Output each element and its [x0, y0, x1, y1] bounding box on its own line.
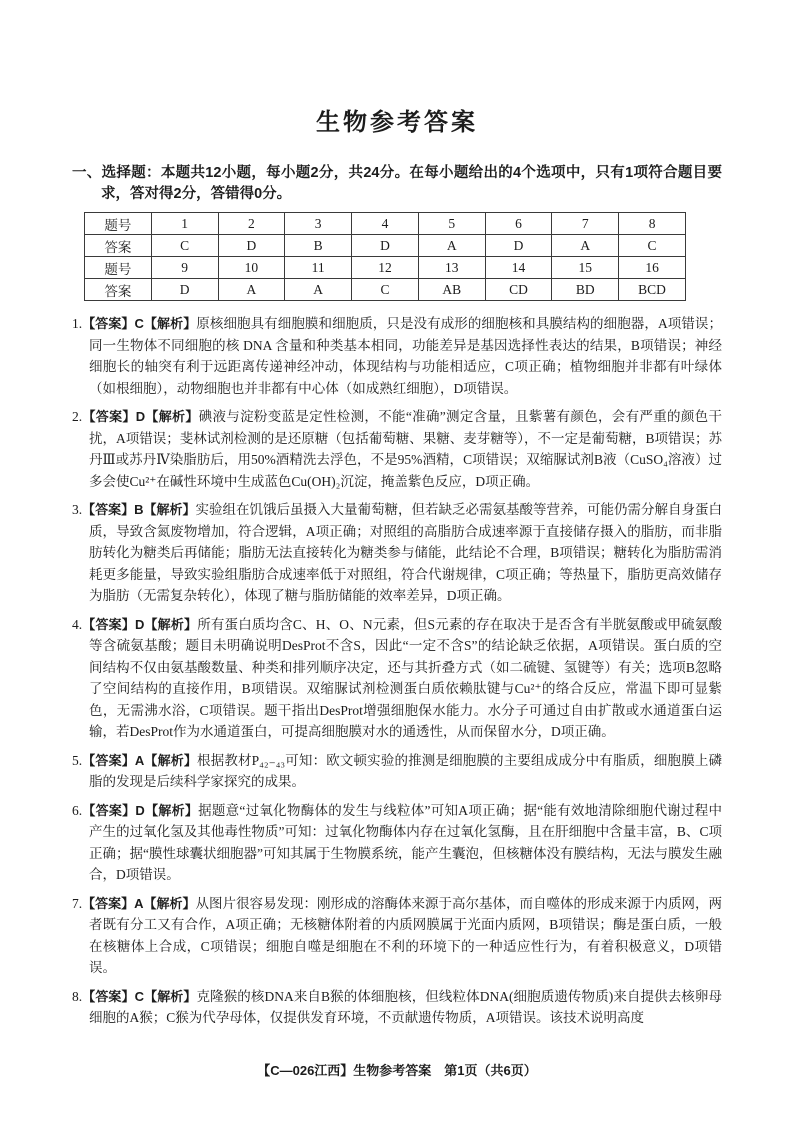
page-title: 生物参考答案	[316, 109, 478, 136]
table-cell: 15	[552, 257, 619, 279]
table-cell: A	[552, 235, 619, 257]
explanation-item-5	[72, 750, 722, 793]
explanation-body: 实验组在饥饿后虽摄入大量葡萄糖，但若缺乏必需氨基酸等营养，可能仍需分解自身蛋白质，导致含氮废物增加，符合逻辑，A项正确；对照组的高脂肪合成速率源于直接储存摄入的脂肪，而非脂肪转化为糖类后再储能；脂肪无法直接转化为糖类参与储能，此结论不合理，B项错误；糖转化为脂肪需消耗更多能量，导致实验组脂肪合成速率低于对照组，符合代谢规律，C项正确；等热量下，脂肪更高效储存为脂肪（无需复杂转化），体现了糖与脂肪储能的效率差异，D项正确。	[89, 502, 723, 603]
table-cell: 1	[151, 213, 218, 235]
table-cell: D	[218, 235, 285, 257]
explanation-answer-label: 【答案】D【解析】	[82, 616, 198, 632]
explanation-body: 根据教材P₄₂₋₄₃可知：欧文顿实验的推测是细胞膜的主要组成成分中有脂质，细胞膜上磷脂的发现是后续科学家探究的成果。	[89, 752, 722, 789]
table-cell: 答案	[85, 279, 152, 301]
explanation-number: 3.	[72, 502, 83, 517]
table-cell: 题号	[85, 213, 152, 235]
explanation-body: 克隆猴的核DNA来自B猴的体细胞核，但线粒体DNA(细胞质遗传物质)来自提供去核卵母细胞的A猴；C猴为代孕母体，仅提供发育环境，不贡献遗传物质，A项错误。该技术说明高度	[89, 988, 722, 1025]
explanation-body: 碘液与淀粉变蓝是定性检测，不能“准确”测定含量，且紫薯有颜色，会有严重的颜色干扰，A项错误；斐林试剂检测的是还原糖（包括葡萄糖、果糖、麦芽糖等），不一定是葡萄糖，B项错误；苏丹Ⅲ或苏丹Ⅳ染脂肪后，用50%酒精洗去浮色，不是95%酒精，C项错误；双缩脲试剂B液（CuSO₄溶液）过多会使Cu²⁺在碱性环境中生成蓝色Cu(OH)₂沉淀，掩盖紫色反应，D项正确。	[89, 409, 723, 489]
table-cell: C	[151, 235, 218, 257]
table-cell: 13	[418, 257, 485, 279]
section-heading: 一、选择题：本题共12小题，每小题2分，共24分。在每小题给出的4个选项中，只有1项符合题目要求，答对得2分，答错得0分。	[72, 165, 722, 202]
explanations-list	[72, 313, 722, 1029]
explanation-answer-label: 【答案】A【解析】	[82, 752, 198, 768]
table-cell: 8	[619, 213, 686, 235]
table-cell: D	[352, 235, 419, 257]
table-cell: 12	[352, 257, 419, 279]
table-cell: D	[151, 279, 218, 301]
table-cell: 2	[218, 213, 285, 235]
table-cell: 4	[352, 213, 419, 235]
table-cell: 14	[485, 257, 552, 279]
page-footer: 【C—026江西】生物参考答案 第1页（共6页）	[257, 1063, 537, 1078]
table-cell: C	[352, 279, 419, 301]
explanation-number: 2.	[72, 409, 83, 424]
explanation-item-3	[72, 499, 722, 607]
explanation-item-2	[72, 406, 722, 492]
table-cell: CD	[485, 279, 552, 301]
explanation-item-8	[72, 986, 722, 1029]
explanation-answer-label: 【答案】C【解析】	[82, 988, 197, 1004]
explanation-item-7	[72, 893, 722, 979]
explanation-number: 4.	[72, 616, 83, 632]
table-cell: 5	[418, 213, 485, 235]
explanation-item-4	[72, 614, 722, 743]
table-row	[85, 213, 686, 235]
table-row	[85, 279, 686, 301]
table-cell: 10	[218, 257, 285, 279]
explanation-number: 5.	[72, 752, 83, 768]
explanation-answer-label: 【答案】B【解析】	[82, 502, 196, 517]
table-cell: 题号	[85, 257, 152, 279]
table-cell: 3	[285, 213, 352, 235]
explanation-body: 所有蛋白质均含C、H、O、N元素，但S元素的存在取决于是否含有半胱氨酸或甲硫氨酸等含硫氨基酸；题目未明确说明DesProt不含S，因此“一定不含S”的结论缺乏依据，A项错误。蛋白质的空间结构不仅由氨基酸数量、种类和排列顺序决定，还与其折叠方式（如二硫键、氢键等）有关；选项B忽略了空间结构的直接作用，B项错误。双缩脲试剂检测蛋白质依赖肽键与Cu²⁺的络合反应，常温下即可显紫色，无需沸水浴，C项错误。题干指出DesProt增强细胞保水能力。水分子可通过自由扩散或水通道蛋白运输，若DesProt作为水通道蛋白，可提高细胞膜对水的通透性，从而保留水分，D项正确。	[89, 616, 723, 739]
explanation-answer-label: 【答案】A【解析】	[82, 895, 196, 911]
explanation-answer-label: 【答案】D【解析】	[82, 802, 199, 818]
table-cell: 答案	[85, 235, 152, 257]
table-cell: 16	[619, 257, 686, 279]
table-row	[85, 257, 686, 279]
explanation-number: 6.	[72, 802, 83, 818]
explanation-number: 7.	[72, 895, 83, 911]
table-cell: A	[285, 279, 352, 301]
table-cell: A	[418, 235, 485, 257]
explanation-number: 1.	[72, 316, 83, 331]
table-cell: 11	[285, 257, 352, 279]
table-cell: C	[619, 235, 686, 257]
table-row	[85, 235, 686, 257]
explanation-answer-label: 【答案】C【解析】	[82, 316, 197, 331]
table-cell: 9	[151, 257, 218, 279]
table-cell: 6	[485, 213, 552, 235]
table-cell: AB	[418, 279, 485, 301]
explanation-number: 8.	[72, 988, 83, 1004]
explanation-body: 从图片很容易发现：刚形成的溶酶体来源于高尔基体，而自噬体的形成来源于内质网，两者既有分工又有合作，A项正确；无核糖体附着的内质网膜属于光面内质网，B项错误；酶是蛋白质，一般在核糖体上合成，C项错误；细胞自噬是细胞在不利的环境下的一种适应性行为，有着积极意义，D项错误。	[89, 895, 723, 975]
explanation-body: 据题意“过氧化物酶体的发生与线粒体”可知A项正确；据“能有效地清除细胞代谢过程中产生的过氧化氢及其他毒性物质”可知：过氧化物酶体内存在过氧化氢酶，且在肝细胞中含量丰富，B、C项正确；据“膜性球囊状细胞器”可知其属于生物膜系统，能产生囊泡，但核糖体没有膜结构，无法与膜发生融合，D项错误。	[89, 802, 722, 882]
table-cell: A	[218, 279, 285, 301]
explanation-item-1	[72, 313, 722, 399]
table-cell: D	[485, 235, 552, 257]
table-cell: 7	[552, 213, 619, 235]
table-cell: BD	[552, 279, 619, 301]
explanation-answer-label: 【答案】D【解析】	[82, 409, 199, 424]
table-cell: B	[285, 235, 352, 257]
explanation-body: 原核细胞具有细胞膜和细胞质，只是没有成形的细胞核和具膜结构的细胞器，A项错误；同一生物体不同细胞的核 DNA 含量和种类基本相同，功能差异是基因选择性表达的结果，B项错误；神经细胞长的轴突有利于远距离传递神经冲动，体现结构与功能相适应，C项正确；植物细胞并非都有叶绿体（如根细胞），动物细胞也并非都有中心体（如成熟红细胞），D项错误。	[89, 316, 723, 396]
explanation-item-6	[72, 800, 722, 886]
table-cell: BCD	[619, 279, 686, 301]
answer-table	[84, 212, 686, 301]
